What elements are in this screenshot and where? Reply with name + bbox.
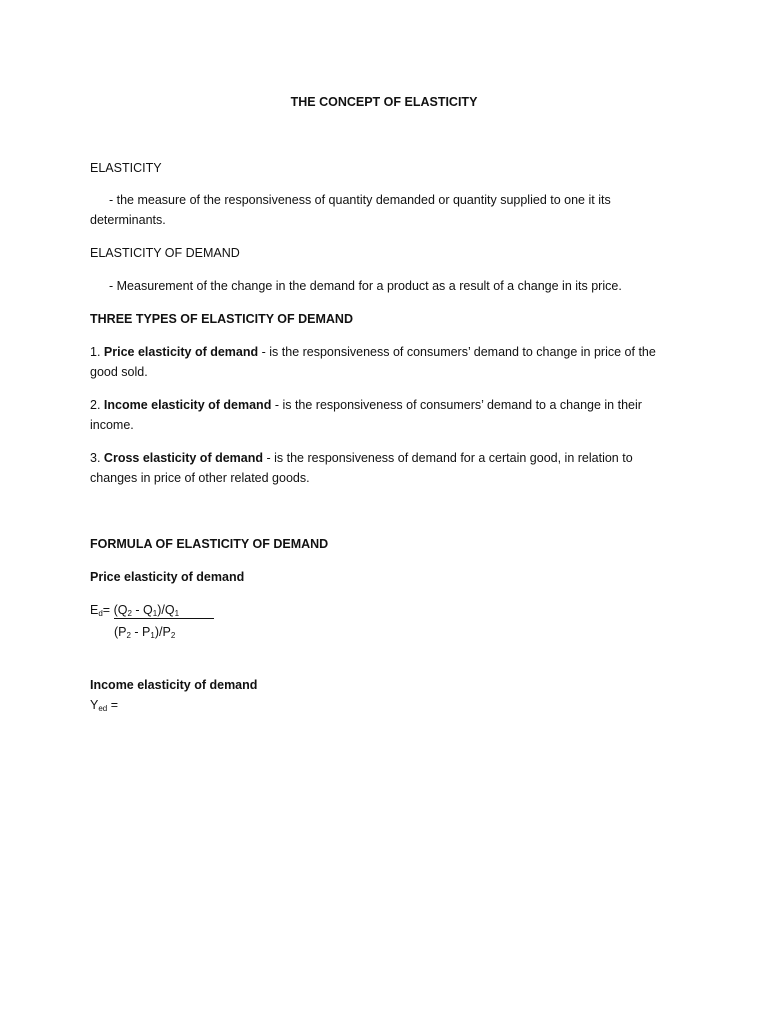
- price-elasticity-formula-numerator: $E_d= (Q_2 - Q_1)/Q_1$: [90, 603, 180, 618]
- price-elasticity-formula-denominator: $(P_2 - P_1)/P_2$: [114, 625, 176, 640]
- type-item-1-line1: 1. Price elasticity of demand - is the responsiveness of consumers’ demand to change in price of the: [90, 345, 656, 359]
- type-item-2-line1: 2. Income elasticity of demand - is the responsiveness of consumers’ demand to a change in their: [90, 398, 642, 412]
- fraction-bar: [114, 618, 214, 619]
- elasticity-definition-line2: determinants.: [90, 213, 166, 227]
- types-heading: THREE TYPES OF ELASTICITY OF DEMAND: [90, 312, 353, 326]
- document-title: THE CONCEPT OF ELASTICITY: [290, 95, 478, 109]
- elasticity-heading: ELASTICITY: [90, 161, 162, 175]
- type-item-2-line2: income.: [90, 418, 134, 432]
- type-item-3-line1: 3. Cross elasticity of demand - is the responsiveness of demand for a certain good, in relation to: [90, 451, 633, 465]
- elasticity-definition-line1: - the measure of the responsiveness of quantity demanded or quantity supplied to one it its: [109, 193, 611, 207]
- income-elasticity-formula: $Y_{ed}$ =: [90, 698, 119, 713]
- elasticity-of-demand-definition: - Measurement of the change in the demand for a product as a result of a change in its price.: [109, 279, 622, 293]
- elasticity-of-demand-heading: ELASTICITY OF DEMAND: [90, 246, 240, 260]
- type-item-3-line2: changes in price of other related goods.: [90, 471, 310, 485]
- price-elasticity-formula-heading: Price elasticity of demand: [90, 570, 245, 584]
- type-item-1-line2: good sold.: [90, 365, 148, 379]
- income-elasticity-formula-heading: Income elasticity of demand: [90, 678, 258, 692]
- formula-heading: FORMULA OF ELASTICITY OF DEMAND: [90, 537, 329, 551]
